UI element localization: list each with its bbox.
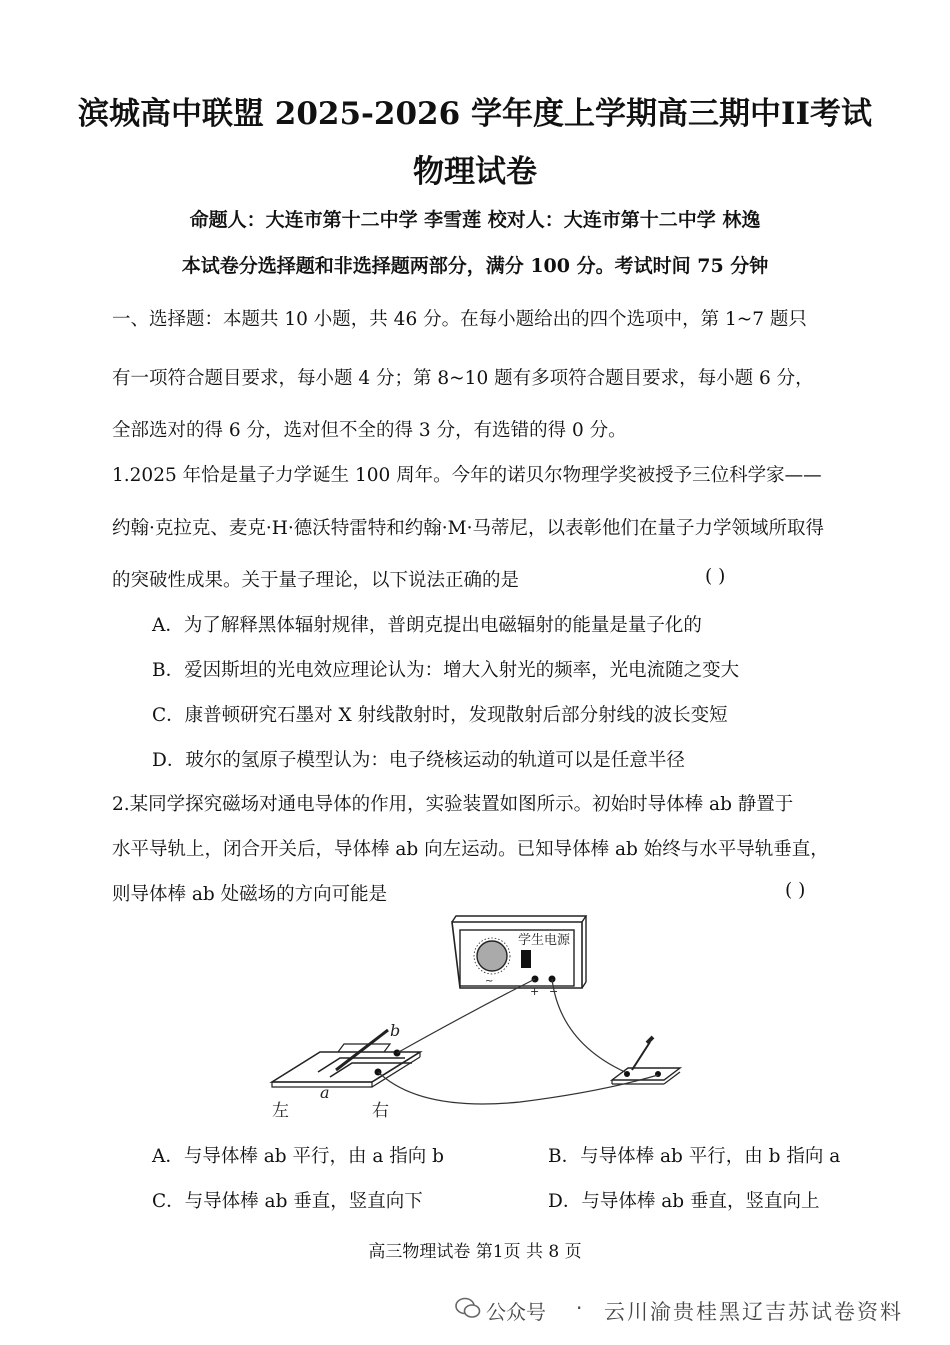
q1-option-b: B．爱因斯坦的光电效应理论认为：增大入射光的频率，光电流随之变大 [152,660,740,681]
wire-to-switch [552,979,625,1072]
section1-line2: 有一项符合题目要求，每小题 4 分；第 8~10 题有多项符合题目要求，每小题 6 分， [112,368,814,389]
q1-line3: 的突破性成果。关于量子理论，以下说法正确的是 [112,570,520,591]
power-supply-label: 学生电源 [518,933,571,948]
conductor-rod-ab [336,1030,388,1070]
apparatus-figure [260,912,700,1127]
exam-title: 滨城高中联盟 2025-2026 学年度上学期高三期中II考试 [77,96,872,132]
minus-sign: − [549,985,559,998]
section1-line3: 全部选对的得 6 分，选对但不全的得 3 分，有选错的得 0 分。 [112,420,627,441]
watermark-text: 云川渝贵桂黑辽吉苏试卷资料 [604,1300,903,1324]
dial-knob [477,941,507,971]
q2-option-d: D．与导体棒 ab 垂直，竖直向上 [548,1191,820,1212]
q1-option-d: D．玻尔的氢原子模型认为：电子绕核运动的轨道可以是任意半径 [152,750,685,771]
q1-answer-paren: ( ) [705,566,726,587]
page-footer: 高三物理试卷 第1页 共 8 页 [368,1242,582,1262]
q1-line2: 约翰·克拉克、麦克·H·德沃特雷特和约翰·M·马蒂尼，以表彰他们在量子力学领域所取得 [112,518,824,539]
exam-info: 本试卷分选择题和非选择题两部分，满分 100 分。考试时间 75 分钟 [181,255,769,277]
watermark-brand: 公众号 [486,1300,546,1324]
q2-option-c: C．与导体棒 ab 垂直，竖直向下 [152,1191,423,1212]
section1-line1: 一、选择题：本题共 10 小题，共 46 分。在每小题给出的四个选项中，第 1~7 题只 [112,309,807,330]
switch-indicator [521,950,531,968]
q2-line3: 则导体棒 ab 处磁场的方向可能是 [112,884,388,905]
label-a: a [320,1083,330,1102]
watermark-dot: · [576,1296,583,1320]
q2-line1: 2.某同学探究磁场对通电导体的作用，实验装置如图所示。初始时导体棒 ab 静置于 [112,794,794,815]
wire-to-plus [397,979,535,1053]
label-b: b [390,1021,401,1040]
q1-option-c: C．康普顿研究石墨对 X 射线散射时，发现散射后部分射线的波长变短 [152,705,728,726]
q2-answer-paren: ( ) [785,880,806,901]
power-supply [452,916,586,988]
label-left: 左 [272,1101,289,1121]
wechat-icon [455,1297,481,1319]
ac-symbol: ~ [485,976,494,987]
label-right: 右 [372,1101,389,1121]
q2-line2: 水平导轨上，闭合开关后，导体棒 ab 向左运动。已知导体棒 ab 始终与水平导轨垂直， [112,839,829,860]
exam-subject: 物理试卷 [413,154,537,190]
exam-authors: 命题人：大连市第十二中学 李雪莲 校对人：大连市第十二中学 林逸 [189,209,761,231]
q1-line1: 1.2025 年恰是量子力学诞生 100 周年。今年的诺贝尔物理学奖被授予三位科学家—— [112,465,822,486]
plus-sign: + [530,985,540,998]
q1-option-a: A．为了解释黑体辐射规律，普朗克提出电磁辐射的能量是量子化的 [152,615,702,636]
knife-switch [612,1037,680,1084]
q2-option-b: B．与导体棒 ab 平行，由 b 指向 a [548,1146,841,1167]
q2-option-a: A．与导体棒 ab 平行，由 a 指向 b [152,1146,445,1167]
